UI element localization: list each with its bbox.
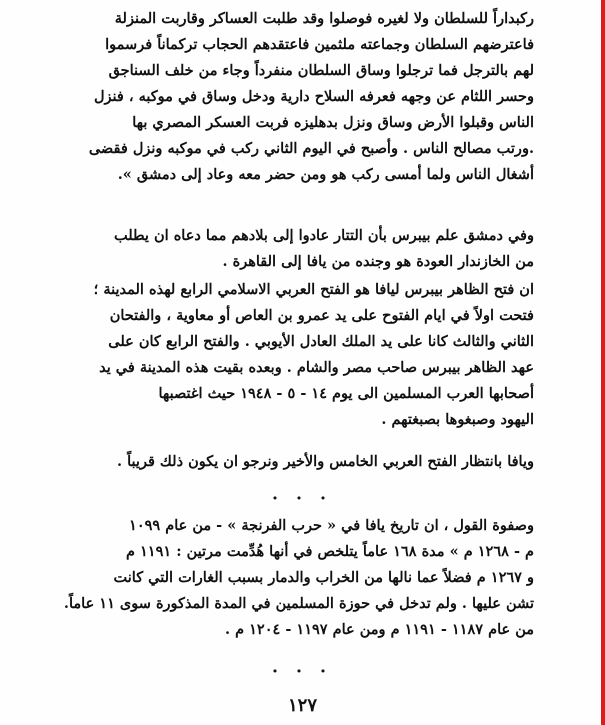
text-line: .ورتب مصالح الناس . وأصبح في اليوم الثاني ركب في موكبه ونزل فقضى — [88, 140, 534, 157]
text-line: وفي دمشق علم بيبرس بأن التتار عادوا إلى بلادهم مما دعاه ان يطلب — [113, 227, 534, 244]
text-line: الثاني والثالث كانا على يد الملك العادل الأيوبي . والفتح الرابع كان على — [108, 333, 534, 350]
text-line: أصحابها العرب المسلمين الى يوم ١٤ - ٥ - ١٩٤٨ حيث اغتصبها — [158, 385, 534, 402]
page-number: ١٢٧ — [287, 695, 317, 716]
text-line: تشن عليها . ولم تدخل في حوزة المسلمين في المدة المذكورة سوى ١١ عاماً. — [64, 595, 534, 612]
text-line: عهد الظاهر بيبرس صاحب مصر والشام . وبعده بقيت هذه المدينة في يد — [99, 359, 534, 376]
text-line: الناس وقبلوا الأرض وساق ونزل بدهليزه فربت العسكر المصري بها — [132, 114, 534, 131]
text-line: و ١٢٦٧ م فضلاً عما نالها من الخراب والدمار بسبب الغارات التي كانت — [113, 569, 534, 586]
paragraph-damascus — [64, 223, 534, 275]
section-separator: • • • — [271, 492, 334, 505]
text-line: اليهود وصبغوها بصبغتهم . — [381, 411, 534, 428]
paragraph-summary — [64, 513, 534, 643]
paragraph-rikabdar — [64, 6, 534, 188]
text-line: لهم بالترجل فما ترجلوا وساق السلطان منفرداً وجاء من خلف السناجق — [108, 62, 534, 79]
paragraph-conquest-of-jaffa — [64, 277, 534, 433]
text-line: أشغال الناس ولما أمسى ركب هو ومن حضر معه وعاد إلى دمشق ». — [117, 166, 534, 183]
paragraph-fifth-conquest — [64, 449, 534, 475]
text-line: من الخازندار العودة هو وجنده من يافا إلى القاهرة . — [222, 253, 534, 270]
text-line: من عام ١١٨٧ - ١١٩١ م ومن عام ١١٩٧ - ١٢٠٤ م . — [225, 621, 534, 638]
text-line: ان فتح الظاهر بيبرس ليافا هو الفتح العربي الاسلامي الرابع لهذه المدينة ؛ — [93, 281, 534, 298]
text-line: ركبداراً للسلطان ولا لغيره فوصلوا وقد طلبت العساكر وقاربت المنزلة — [114, 10, 534, 27]
text-line: فاعترضهم السلطان وجماعته ملثمين فاعتقدهم الحجاب تركماناً فرسموا — [105, 36, 534, 53]
text-line: ويافا بانتظار الفتح العربي الخامس والأخير ونرجو ان يكون ذلك قريباً . — [117, 453, 534, 470]
text-line: فتحت اولاً في ايام الفتوح على يد عمرو بن العاص أو معاوية ، والفتحان — [109, 307, 534, 324]
text-line: م - ١٢٦٨ م » مدة ١٦٨ عاماً يتلخص في أنها هُدِّمت مرتين : ١١٩١ م — [125, 543, 534, 560]
section-separator: • • • — [271, 665, 334, 678]
text-line: وصفوة القول ، ان تاريخ يافا في « حرب الفرنجة » - من عام ١٠٩٩ — [129, 517, 534, 534]
text-line: وحسر اللثام عن وجهه فعرفه السلاح دارية ودخل وساق في موكبه ، فنزل — [93, 88, 534, 105]
